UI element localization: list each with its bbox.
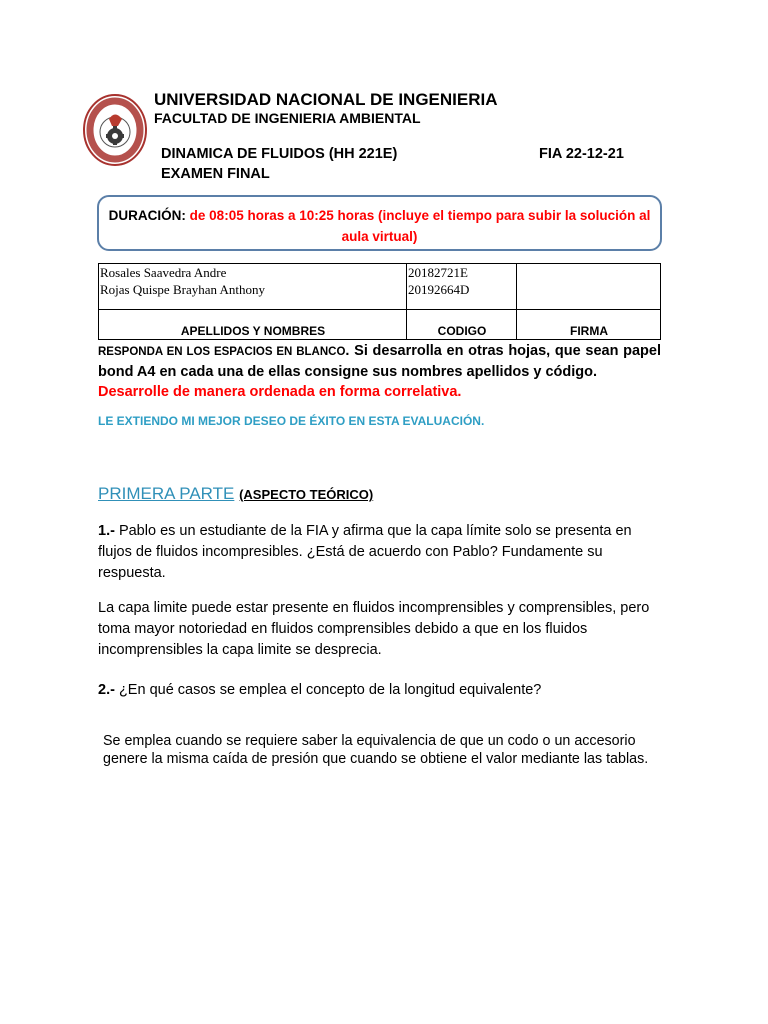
question-text: Pablo es un estudiante de la FIA y afirma que la capa límite solo se presenta en flujos de fluidos incompresibles. ¿Está de acuerdo con Pablo? Fundamente su respuesta. bbox=[98, 523, 632, 581]
good-luck-message: LE EXTIENDO MI MEJOR DESEO DE ÉXITO EN ESTA EVALUACIÓN. bbox=[98, 414, 485, 428]
university-name: UNIVERSIDAD NACIONAL DE INGENIERIA bbox=[154, 90, 498, 109]
table-row bbox=[99, 264, 661, 310]
student-name: Rosales Saavedra Andre bbox=[100, 265, 227, 280]
instructions-lead: RESPONDA EN LOS ESPACIOS EN BLANCO bbox=[98, 346, 346, 358]
question-2 bbox=[98, 680, 658, 701]
university-logo bbox=[82, 92, 148, 168]
faculty-name: FACULTAD DE INGENIERIA AMBIENTAL bbox=[154, 110, 421, 126]
course-name: DINAMICA DE FLUIDOS (HH 221E) bbox=[161, 146, 398, 162]
students-table bbox=[98, 263, 661, 340]
section-title-text: PRIMERA PARTE bbox=[98, 484, 235, 503]
answer-2: Se emplea cuando se requiere saber la equivalencia de que un codo o un accesorio genere la misma caída de presión que cuando se obtiene el valor mediante las tablas. bbox=[103, 733, 649, 767]
header-names: APELLIDOS Y NOMBRES bbox=[99, 310, 407, 340]
exam-title: EXAMEN FINAL bbox=[161, 166, 270, 182]
duration-text: de 08:05 horas a 10:25 horas (incluye el tiempo para subir la solución al aula virtual) bbox=[189, 208, 651, 244]
duration-box bbox=[97, 195, 662, 251]
table-header-row bbox=[99, 310, 661, 340]
instructions-rest: . Si desarrolla en otras hojas, que sean papel bond A4 en cada una de ellas consigne sus nombres apellidos y código. bbox=[98, 343, 661, 380]
question-text: ¿En qué casos se emplea el concepto de la longitud equivalente? bbox=[114, 682, 542, 698]
answer-1: La capa limite puede estar presente en fluidos incomprensibles y comprensibles, pero toma mayor notoriedad en fluidos comprensibles debido a que en los fluidos incomprensibles la capa limite se desprecia. bbox=[98, 600, 650, 658]
duration-separator: : bbox=[181, 208, 186, 223]
signature-cell bbox=[517, 264, 661, 310]
question-number: 2.- bbox=[98, 682, 115, 698]
section-subtitle: (ASPECTO TEÓRICO) bbox=[239, 487, 374, 502]
header-code: CODIGO bbox=[407, 310, 517, 340]
question-1 bbox=[98, 521, 658, 584]
instructions bbox=[98, 341, 661, 402]
duration-label: DURACIÓN bbox=[108, 208, 182, 223]
exam-code-date: FIA 22-12-21 bbox=[539, 146, 624, 162]
instructions-red: Desarrolle de manera ordenada en forma correlativa. bbox=[98, 384, 462, 400]
names-cell bbox=[99, 264, 407, 310]
header-signature: FIRMA bbox=[517, 310, 661, 340]
question-number: 1.- bbox=[98, 523, 115, 539]
codes-cell bbox=[407, 264, 517, 310]
student-code: 20182721E bbox=[408, 265, 468, 280]
section-title bbox=[98, 484, 373, 504]
student-name: Rojas Quispe Brayhan Anthony bbox=[100, 282, 266, 297]
student-code: 20192664D bbox=[408, 282, 470, 297]
